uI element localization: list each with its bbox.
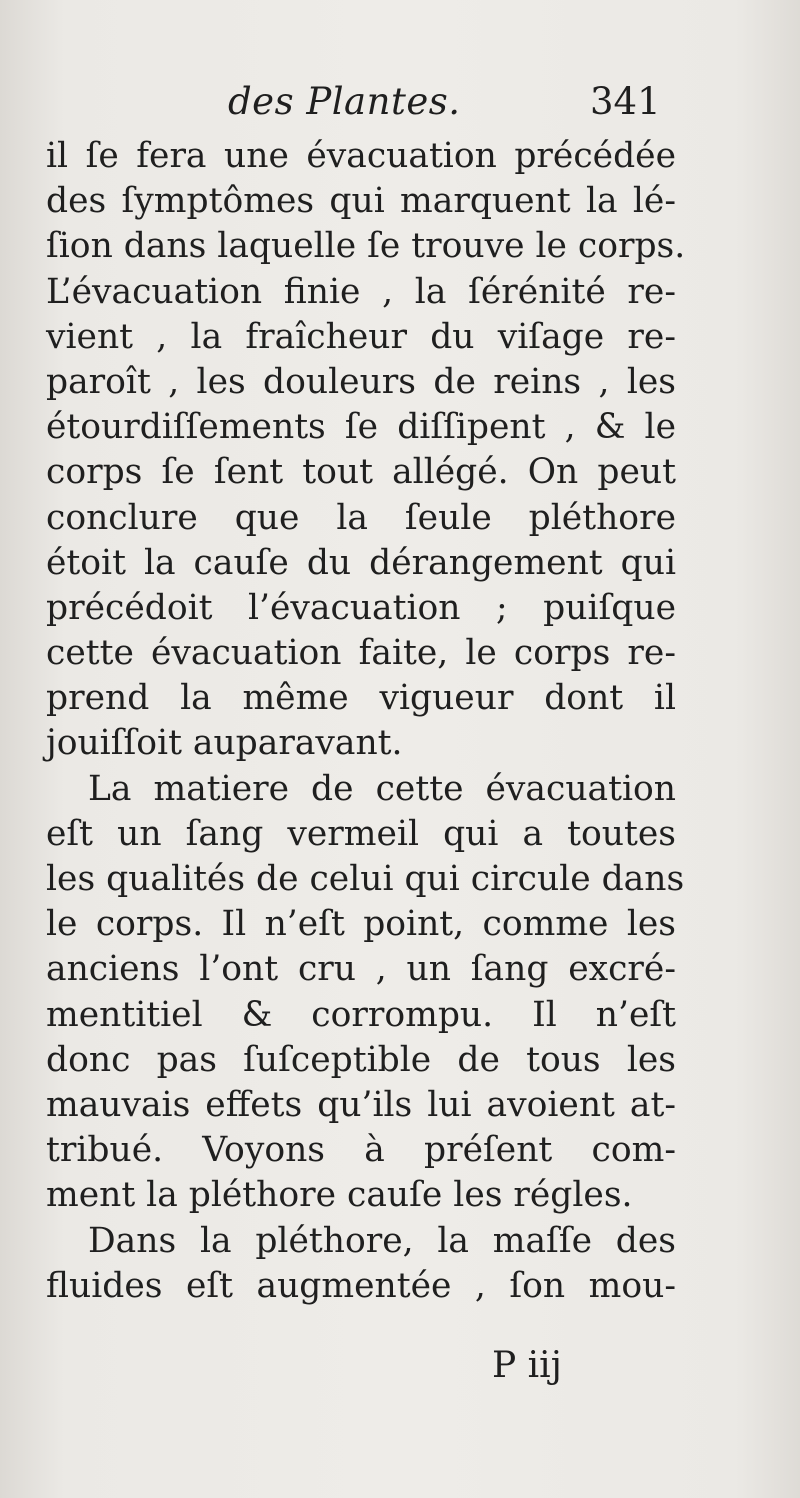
- text-line: Dans la pléthore, la maſſe des: [88, 1220, 676, 1261]
- text-line: donc pas ſuſceptible de tous les: [46, 1039, 676, 1080]
- text-line: conclure que la ſeule pléthore: [46, 497, 676, 538]
- text-line: précédoit l’évacuation ; puiſque: [46, 587, 676, 628]
- text-line: L’évacuation finie , la ſérénité re-: [46, 271, 676, 312]
- text-line: fluides eſt augmentée , ſon mou-: [46, 1265, 676, 1306]
- text-line: jouiſſoit auparavant.: [46, 723, 403, 764]
- page-header: [0, 80, 800, 130]
- text-line: les qualités de celui qui circule dans: [46, 859, 685, 899]
- text-line: anciens l’ont cru , un ſang excré-: [46, 949, 676, 990]
- text-line: tribué. Voyons à préſent com-: [46, 1130, 676, 1171]
- signature-mark: P iij: [492, 1345, 562, 1386]
- page-number: 341: [590, 80, 661, 123]
- text-line: prend la même vigueur dont il: [46, 678, 676, 719]
- text-line: le corps. Il n’eſt point, comme les: [46, 904, 676, 945]
- text-line: ſion dans laquelle ſe trouve le corps.: [46, 226, 686, 267]
- body-text: [46, 134, 686, 1309]
- text-line: eſt un ſang vermeil qui a toutes: [46, 813, 676, 854]
- text-line: paroît , les douleurs de reins , les: [46, 361, 676, 402]
- text-line: ment la pléthore cauſe les régles.: [46, 1175, 633, 1216]
- text-line: cette évacuation faite, le corps re-: [46, 633, 676, 674]
- text-line: étourdiſſements ſe diſſipent , & le: [46, 407, 676, 448]
- text-line: il ſe fera une évacuation précédée: [46, 136, 676, 176]
- text-line: mauvais effets qu’ils lui avoient at-: [46, 1084, 676, 1125]
- text-line: La matiere de cette évacuation: [88, 768, 676, 809]
- text-line: des ſymptômes qui marquent la lé-: [46, 181, 676, 222]
- text-line: étoit la cauſe du dérangement qui: [46, 542, 676, 583]
- text-line: mentitiel & corrompu. Il n’eſt: [46, 994, 676, 1035]
- text-line: corps ſe ſent tout allégé. On peut: [46, 452, 676, 493]
- running-title: des Plantes.: [228, 80, 461, 123]
- text-line: vient , la fraîcheur du viſage re-: [46, 316, 676, 357]
